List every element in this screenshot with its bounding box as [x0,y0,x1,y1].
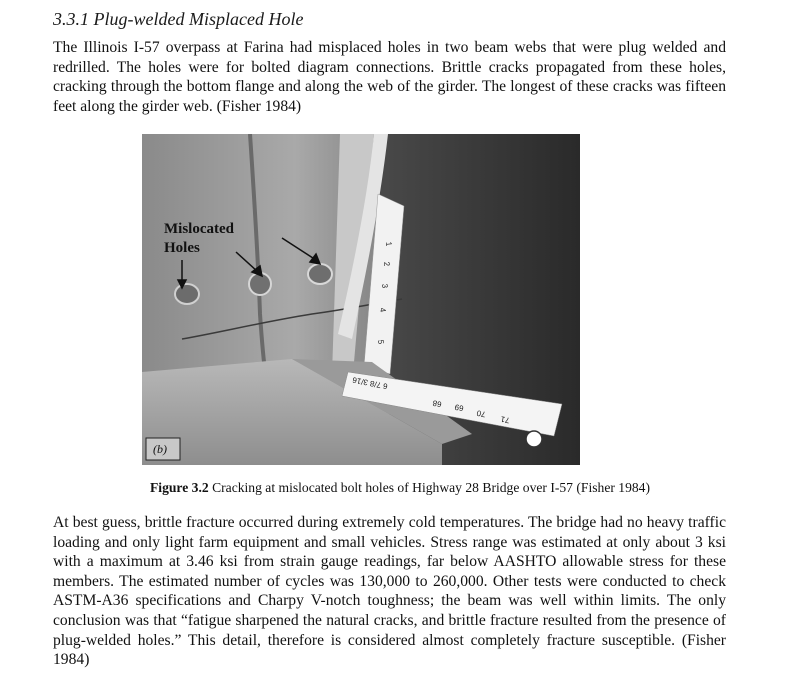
annotation-label-line2: Holes [164,240,200,256]
ruler-mark: 4 [378,307,388,313]
caption-label: Figure 3.2 [150,480,209,495]
hole-mark [249,273,271,295]
ruler-mark: 3 [380,283,390,289]
intro-paragraph: The Illinois I-57 overpass at Farina had misplaced holes in two beam webs that were plug welded and redrilled. The holes were for bolted diagram connections. Brittle cracks propagated from these holes, cracking through the bottom flange and along the web of the girder. The longest of these cracks was fifteen feet along the girder web. (Fisher 1984) [53,39,726,115]
analysis-paragraph: At best guess, brittle fracture occurred during extremely cold temperatures. The bridge had no heavy traffic loading and only light farm equipment and small vehicles. Stress range was estimated at only about 3 ksi with a maximum at 3.46 ksi from strain gauge readings, far below AASHTO allowable stress for these members. The estimated number of cycles was 130,000 to 260,000. Other tests were conducted to check ASTM-A36 specifications and Charpy V-notch toughness; the beam was well within limits. The only conclusion was that “fatigue sharpened the natural cracks, and brittle fracture resulted from the presence of plug-welded holes.” This detail, therefore is considered almost completely fracture susceptible. (Fisher 1984) [53,514,726,669]
ruler-mark: 68 [431,398,443,409]
ruler-mark: 71 [499,414,511,425]
panel-tag: (b) [153,442,167,456]
figure-caption [0,480,800,496]
ruler-mark: 6 7/8 3/16 [351,375,389,391]
caption-text: Cracking at mislocated bolt holes of Highway 28 Bridge over I-57 (Fisher 1984) [212,480,650,495]
ruler-mark: 69 [453,402,465,413]
ruler-mark: 5 [376,339,386,345]
ruler-end-tag [526,431,542,447]
hole-mark [175,284,199,304]
figure-photo [142,134,580,465]
ruler-mark: 1 [384,241,394,247]
section-heading: 3.3.1 Plug-welded Misplaced Hole [53,9,304,29]
ruler-mark: 70 [475,408,487,419]
ruler-mark: 2 [382,261,392,267]
hole-mark [308,264,332,284]
annotation-label-line1: Mislocated [164,221,234,237]
